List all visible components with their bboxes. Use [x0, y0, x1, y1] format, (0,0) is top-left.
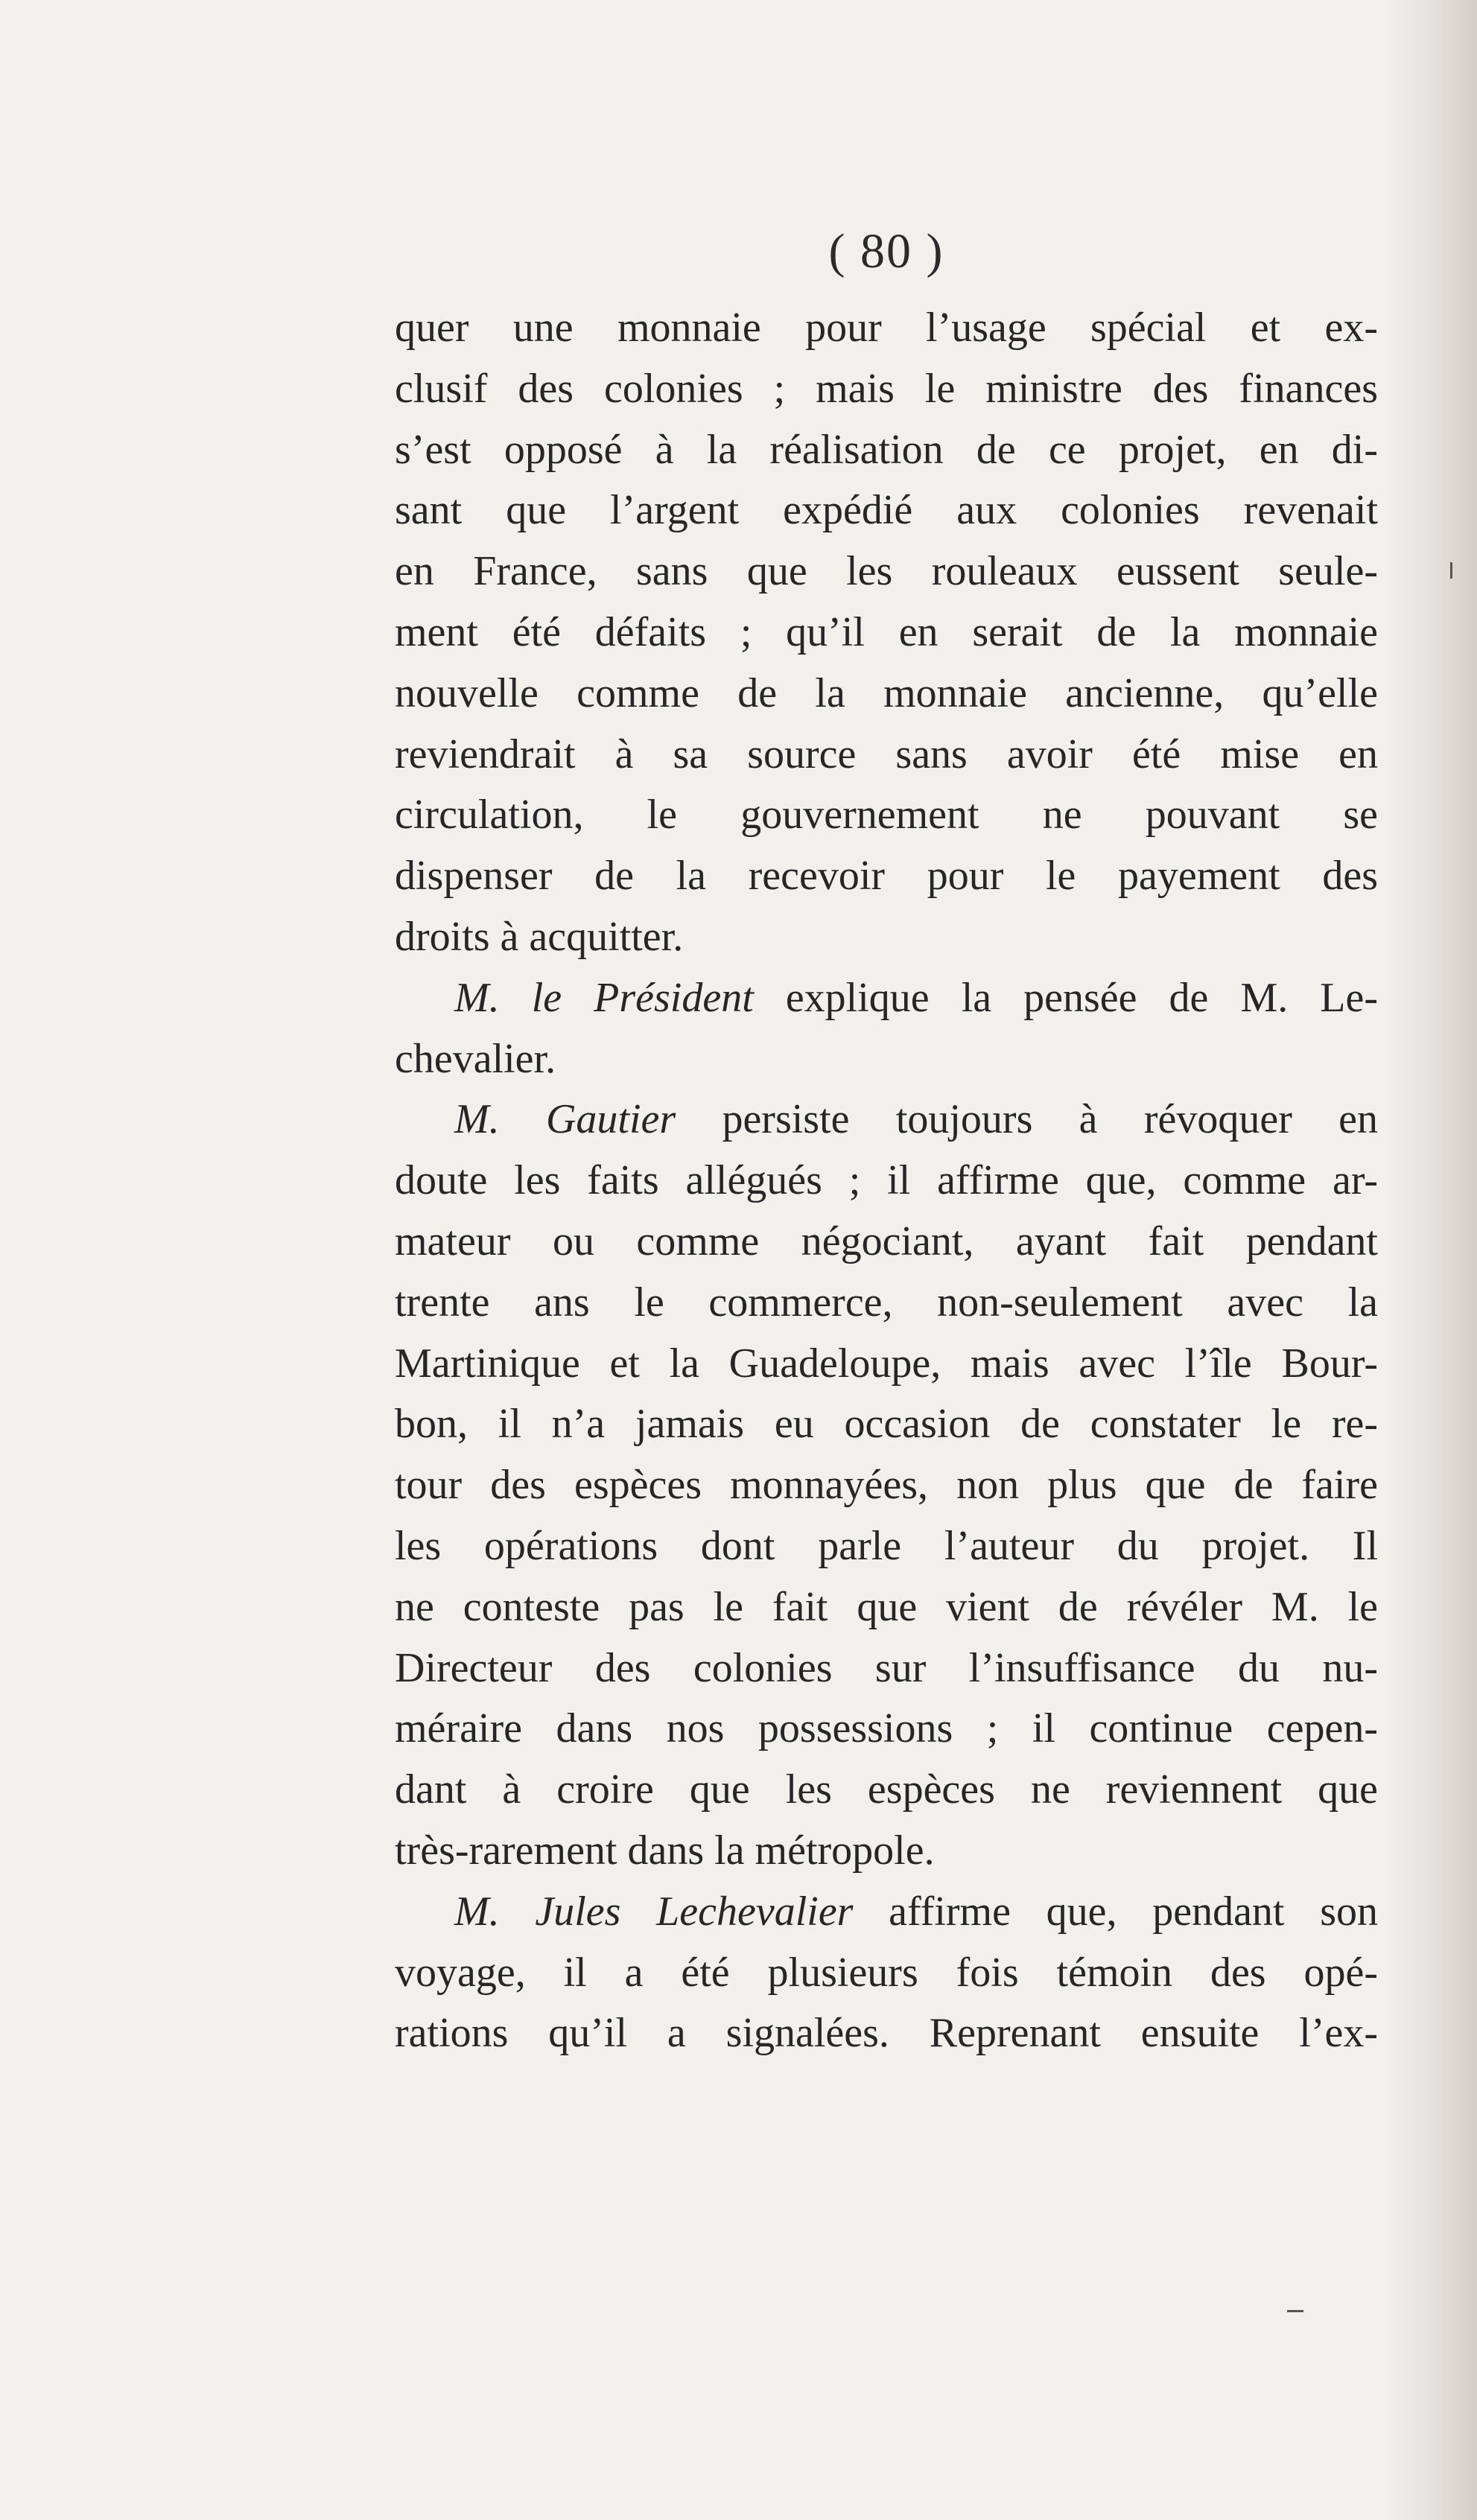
text-line: ne conteste pas le fait que vient de révéler M. le	[395, 1583, 1378, 1630]
text-line: mateur ou comme négociant, ayant fait pendant	[395, 1218, 1378, 1264]
text-line: tour des espèces monnayées, non plus que de faire	[395, 1462, 1378, 1509]
text-line: trente ans le commerce, non-seulement avec la	[395, 1279, 1378, 1326]
text-line: quer une monnaie pour l’usage spécial et ex-	[395, 305, 1378, 351]
text-line: s’est opposé à la réalisation de ce projet, en di-	[395, 426, 1378, 473]
text-line: droits à acquitter.	[395, 913, 684, 960]
text-line: dispenser de la recevoir pour le payement des	[395, 853, 1378, 900]
speaker-name: M. Jules Lechevalier	[454, 1888, 854, 1935]
text-line: circulation, le gouvernement ne pouvant se	[395, 792, 1378, 839]
text-line: reviendrait à sa source sans avoir été mise en	[395, 731, 1378, 777]
body-text	[395, 298, 1378, 2064]
speaker-name: M. Gautier	[454, 1096, 676, 1143]
paragraph-first-line	[395, 968, 1378, 1029]
text-line: rations qu’il a signalées. Reprenant ensuite l’ex-	[395, 2010, 1378, 2057]
text-line: voyage, il a été plusieurs fois témoin des opé-	[395, 1949, 1378, 1996]
text-line: nouvelle comme de la monnaie ancienne, qu’elle	[395, 669, 1378, 716]
text-line: clusif des colonies ; mais le ministre des finances	[395, 365, 1378, 412]
text-line: en France, sans que les rouleaux eussent seule-	[395, 548, 1378, 595]
text-line: dant à croire que les espèces ne reviennent que	[395, 1766, 1378, 1813]
text-line: sant que l’argent expédié aux colonies revenait	[395, 487, 1378, 534]
margin-mark	[1287, 2310, 1303, 2312]
text-line: Directeur des colonies sur l’insuffisance du nu-	[395, 1644, 1378, 1691]
paragraph-first-line	[395, 1089, 1378, 1151]
text-line: ment été défaits ; qu’il en serait de la monnaie	[395, 608, 1378, 655]
text-line: Martinique et la Guadeloupe, mais avec l’île Bour-	[395, 1340, 1378, 1387]
paragraph-first-line	[395, 1882, 1378, 1943]
page-number: ( 80 )	[828, 224, 944, 279]
text-fragment: persiste toujours à révoquer en	[676, 1096, 1378, 1143]
text-line: les opérations dont parle l’auteur du projet. Il	[395, 1522, 1378, 1569]
text-line: chevalier.	[395, 1035, 556, 1082]
text-line: doute les faits allégués ; il affirme que, comme ar-	[395, 1157, 1378, 1204]
text-line: bon, il n’a jamais eu occasion de constater le re-	[395, 1401, 1378, 1448]
speaker-name: M. le Président	[454, 974, 754, 1021]
text-fragment: affirme que, pendant son	[853, 1888, 1378, 1935]
text-fragment: explique la pensée de M. Le-	[753, 974, 1378, 1021]
text-line: très-rarement dans la métropole.	[395, 1827, 935, 1874]
margin-mark	[1450, 562, 1452, 579]
text-line: méraire dans nos possessions ; il continue cepen-	[395, 1705, 1378, 1752]
